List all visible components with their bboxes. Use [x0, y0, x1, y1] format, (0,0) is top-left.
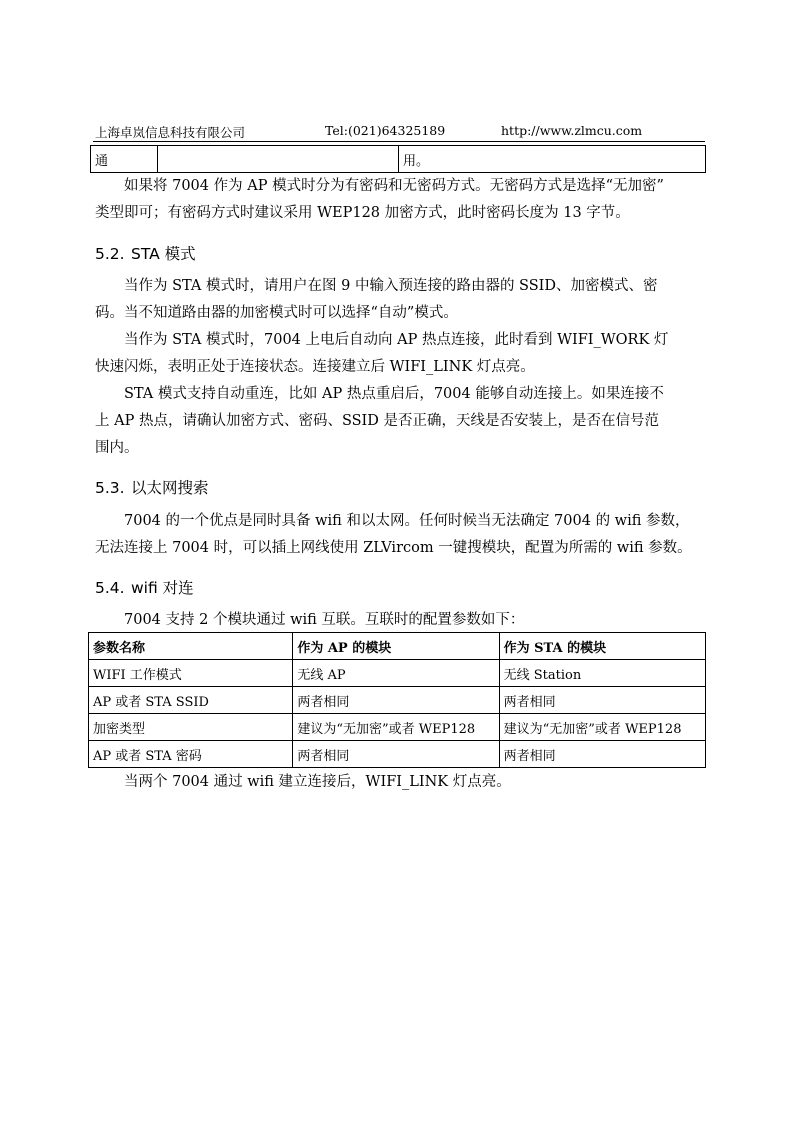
intro-line-1: 如果将 7004 作为 AP 模式时分为有密码和无密码方式。无密码方式是选择“无加密”: [124, 178, 664, 194]
table-row: [91, 146, 706, 173]
section-heading-wifi: [95, 576, 194, 598]
sta-p3-line-2: 上 AP 热点，请确认加密方式、密码、SSID 是否正确，天线是否安装上，是否在信号范: [95, 413, 660, 429]
section-title: 以太网搜索: [131, 479, 209, 497]
table-cell: 建议为“无加密”或者 WEP128: [499, 714, 705, 741]
table-cell: 两者相同: [499, 687, 705, 714]
ethernet-line-1: 7004 的一个优点是同时具备 wifi 和以太网。任何时候当无法确定 7004 的 wifi 参数，: [124, 513, 690, 529]
table-cell: 两者相同: [293, 687, 499, 714]
page-header: [93, 121, 705, 142]
intro-paragraph: [95, 173, 707, 227]
wifi-closing-line: 当两个 7004 通过 wifi 建立连接后，WIFI_LINK 灯点亮。: [124, 774, 511, 790]
section-heading-ethernet: [95, 476, 209, 498]
wifi-closing-paragraph: [95, 769, 707, 796]
sta-p3-line-1: STA 模式支持自动重连，比如 AP 热点重启后，7004 能够自动连接上。如果连接不: [124, 386, 664, 402]
table-cell: 加密类型: [89, 714, 293, 741]
section-title: wifi 对连: [131, 579, 194, 597]
wifi-intro-line: 7004 支持 2 个模块通过 wifi 互联。互联时的配置参数如下：: [124, 612, 525, 628]
table-cell: 两者相同: [293, 741, 499, 768]
table-row: [89, 660, 706, 687]
param-table: [88, 632, 706, 768]
column-header: 参数名称: [89, 633, 293, 660]
section-title: STA 模式: [131, 245, 196, 263]
fragment-cell-1: 通: [91, 146, 158, 173]
table-cell: 无线 AP: [293, 660, 499, 687]
fragment-cell-3: 用。: [399, 146, 706, 173]
table-cell: 两者相同: [499, 741, 705, 768]
ethernet-paragraph: [95, 508, 707, 562]
sta-p2-line-2: 快速闪烁，表明正处于连接状态。连接建立后 WIFI_LINK 灯点亮。: [95, 359, 535, 375]
sta-paragraphs: [95, 273, 707, 462]
column-header: 作为 AP 的模块: [293, 633, 499, 660]
section-number: 5.4.: [95, 579, 125, 597]
section-heading-sta: [95, 242, 196, 264]
sta-p1-line-2: 码。当不知道路由器的加密模式时可以选择“自动”模式。: [95, 305, 458, 321]
sta-p1-line-1: 当作为 STA 模式时，请用户在图 9 中输入预连接的路由器的 SSID、加密模式、密: [124, 278, 658, 294]
sta-p2-line-1: 当作为 STA 模式时，7004 上电后自动向 AP 热点连接，此时看到 WIFI_WORK 灯: [124, 332, 669, 348]
table-row: [89, 741, 706, 768]
table-cell: AP 或者 STA SSID: [89, 687, 293, 714]
intro-line-2: 类型即可；有密码方式时建议采用 WEP128 加密方式，此时密码长度为 13 字节。: [95, 205, 630, 221]
section-number: 5.3.: [95, 479, 125, 497]
table-row: [89, 687, 706, 714]
sta-p3-line-3: 围内。: [95, 440, 139, 456]
section-number: 5.2.: [95, 245, 125, 263]
header-tel: Tel:(021)64325189: [325, 123, 446, 138]
header-company: 上海卓岚信息科技有限公司: [95, 125, 246, 140]
table-cell: WIFI 工作模式: [89, 660, 293, 687]
column-header: 作为 STA 的模块: [499, 633, 705, 660]
table-row: [89, 714, 706, 741]
table-cell: 无线 Station: [499, 660, 705, 687]
table-cell: 建议为“无加密”或者 WEP128: [293, 714, 499, 741]
ethernet-line-2: 无法连接上 7004 时，可以插上网线使用 ZLVircom 一键搜模块，配置为所需的 wifi 参数。: [95, 540, 692, 556]
table-header-row: [89, 633, 706, 660]
fragment-table: [90, 145, 706, 173]
table-cell: AP 或者 STA 密码: [89, 741, 293, 768]
header-website: http://www.zlmcu.com: [501, 123, 643, 138]
wifi-intro-paragraph: [95, 607, 707, 634]
fragment-cell-2: [158, 146, 399, 173]
